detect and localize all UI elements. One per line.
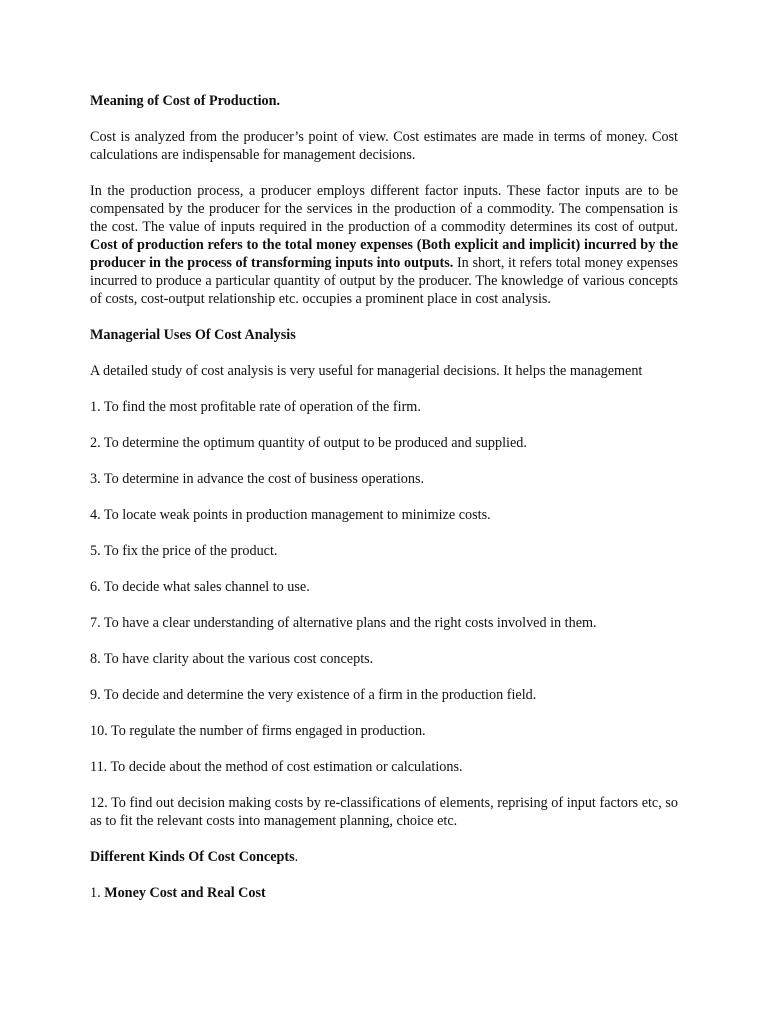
list-item: 1. To find the most profitable rate of operation of the firm.	[90, 399, 421, 415]
list-item: 8. To have clarity about the various cost concepts.	[90, 651, 374, 667]
list-item: 5. To fix the price of the product.	[90, 543, 278, 559]
subsection-title-money-cost: Money Cost and Real Cost	[104, 885, 266, 901]
list-item: 4. To locate weak points in production management to minimize costs.	[90, 507, 491, 523]
document-page	[90, 92, 678, 920]
section-title-meaning-of-cost: Meaning of Cost of Production.	[90, 93, 281, 109]
list-item: 7. To have a clear understanding of alternative plans and the right costs involved in them.	[90, 615, 597, 631]
list-item: 6. To decide what sales channel to use.	[90, 579, 310, 595]
list-item: 3. To determine in advance the cost of business operations.	[90, 471, 425, 487]
paragraph-text-start: In the production process, a producer employs different factor inputs. These factor inputs are to be compensated by the producer for the services in the production of a commodity. The compensation is the cost. The value of inputs required in the production of a commodity determines its cost of output.	[90, 183, 678, 235]
subsection-money-cost-line	[90, 884, 678, 902]
list-item: 11. To decide about the method of cost estimation or calculations.	[90, 759, 463, 775]
section-title-cost-concepts-line	[90, 848, 678, 866]
paragraph-production-process	[90, 182, 678, 308]
list-item: 10. To regulate the number of firms engaged in production.	[90, 723, 426, 739]
paragraph-cost-analyzed: Cost is analyzed from the producer’s point of view. Cost estimates are made in terms of money. Cost calculations are indispensable for management decisions.	[90, 129, 678, 163]
subsection-number: 1.	[90, 885, 105, 901]
list-item: 2. To determine the optimum quantity of output to be produced and supplied.	[90, 435, 527, 451]
paragraph-managerial-intro: A detailed study of cost analysis is very useful for managerial decisions. It helps the management	[90, 363, 643, 379]
list-item: 9. To decide and determine the very existence of a firm in the production field.	[90, 687, 537, 703]
section-title-period: .	[294, 849, 299, 865]
section-title-managerial-uses: Managerial Uses Of Cost Analysis	[90, 327, 296, 343]
paragraph-text-end: In short, it refers total money expenses incurred to produce a particular quantity of output by the producer. The knowledge of various concepts of costs, cost-output relationship etc. occupies a prominent place in cost analysis.	[90, 255, 678, 307]
definition-cost-of-production: Cost of production refers to the total money expenses (Both explicit and implicit) incurred by the producer in the process of transforming inputs into outputs.	[90, 237, 678, 271]
section-title-cost-concepts: Different Kinds Of Cost Concepts	[90, 849, 295, 865]
list-item: 12. To find out decision making costs by re-classifications of elements, reprising of input factors etc, so as to fit the relevant costs into management planning, choice etc.	[90, 795, 678, 829]
